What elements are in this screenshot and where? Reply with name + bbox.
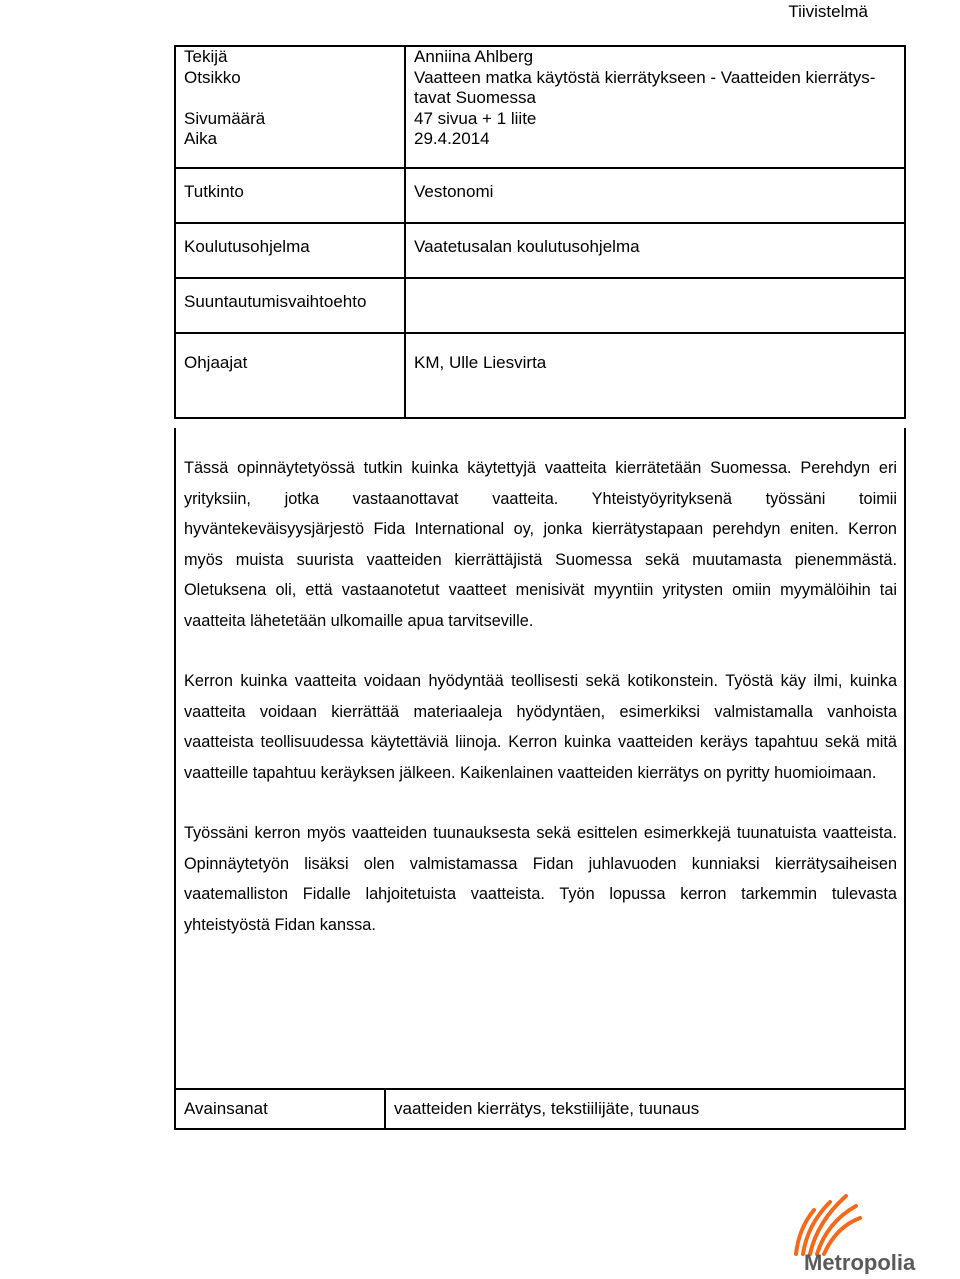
degree-label: Tutkinto bbox=[184, 182, 244, 201]
specialisation-row bbox=[175, 278, 905, 333]
page-header: Tiivistelmä bbox=[788, 2, 868, 21]
author-label: Tekijä bbox=[184, 47, 228, 66]
supervisors-value: KM, Ulle Liesvirta bbox=[414, 353, 547, 372]
keywords-row bbox=[175, 1089, 905, 1129]
programme-label: Koulutusohjelma bbox=[184, 237, 310, 256]
programme-value: Vaatetusalan koulutusohjelma bbox=[414, 237, 640, 256]
abstract-box bbox=[174, 428, 906, 1088]
date-label: Aika bbox=[184, 129, 218, 148]
title-value-line2: tavat Suomessa bbox=[414, 88, 536, 107]
metropolia-logo-mark bbox=[790, 1188, 935, 1274]
title-value-line1: Vaatteen matka käytöstä kierrätykseen - Vaatteiden kierrätys- bbox=[414, 67, 876, 87]
metropolia-logo bbox=[790, 1188, 935, 1274]
degree-row bbox=[175, 168, 905, 223]
supervisors-label: Ohjaajat bbox=[184, 353, 248, 372]
abstract-paragraph-1: Tässä opinnäytetyössä tutkin kuinka käytettyjä vaatteita kierrätetään Suomessa. Perehdyn eri yrityksiin, jotka vastaanottavat vaatteita. Yhteistyöyrityksenä työssäni toimii hyväntekeväisyysjärjestö Fida International oy, jonka kierrätystapaan perehdyn eniten. Kerron myös muista suurista vaatteiden kierrättäjistä Suomessa sekä muutamasta pienemmästä. Oletuksena oli, että vastaanotetut vaatteet menisivät myyntiin yritysten omiin myymälöihin tai vaatteita lähetetään ulkomaille apua tarvitseville. bbox=[184, 459, 897, 630]
title-label: Otsikko bbox=[184, 67, 241, 87]
author-value: Anniina Ahlberg bbox=[414, 47, 534, 66]
specialisation-label: Suuntautumisvaihtoehto bbox=[184, 292, 367, 311]
keywords-value: vaatteiden kierrätys, tekstiilijäte, tuunaus bbox=[385, 1089, 905, 1129]
pages-label: Sivumäärä bbox=[184, 108, 266, 128]
keywords-table bbox=[174, 1088, 906, 1130]
pages-value: 47 sivua + 1 liite bbox=[414, 108, 537, 128]
supervisors-row bbox=[175, 333, 905, 418]
meta-values-cell bbox=[405, 46, 905, 168]
thesis-info-table bbox=[174, 45, 906, 419]
author-title-row bbox=[175, 46, 905, 168]
date-value: 29.4.2014 bbox=[414, 129, 490, 148]
abstract-paragraph-2: Kerron kuinka vaatteita voidaan hyödyntää teollisesti sekä kotikonstein. Työstä käy ilmi, kuinka vaatteita voidaan kierrättää materiaaleja hyödyntäen, esimerkiksi valmistamalla vanhoista vaatteista teollisuudessa käytettäviä liinoja. Kerron kuinka vaatteiden keräys tapahtuu sekä mitä vaatteille tapahtuu keräyksen jälkeen. Kaikenlainen vaatteiden kierrätys on pyritty huomioimaan. bbox=[184, 672, 897, 782]
logo-text: Metropolia bbox=[804, 1250, 916, 1274]
abstract-paragraph-3: Työssäni kerron myös vaatteiden tuunauksesta sekä esittelen esimerkkejä tuunatuista vaatteista. Opinnäytetyön lisäksi olen valmistamassa Fidan juhlavuoden kunniaksi kierrätysaiheisen vaatemalliston Fidalle lahjoitetuista vaatteista. Työn lopussa kerron tarkemmin tulevasta yhteistyöstä Fidan kanssa. bbox=[184, 824, 897, 934]
keywords-label: Avainsanat bbox=[175, 1089, 385, 1129]
degree-value: Vestonomi bbox=[414, 182, 494, 201]
programme-row bbox=[175, 223, 905, 278]
meta-labels-cell bbox=[175, 46, 405, 168]
